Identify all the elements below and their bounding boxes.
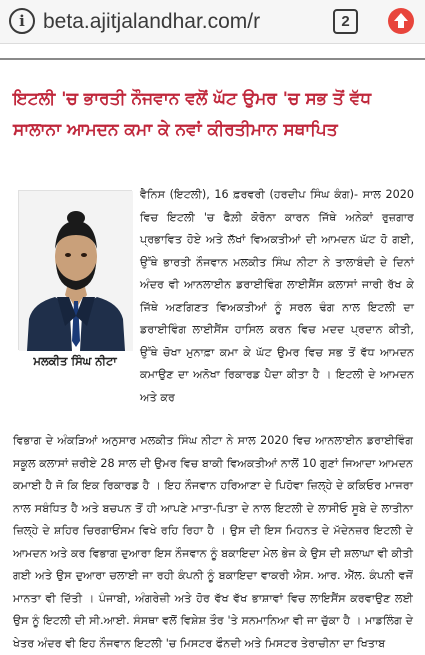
update-arrow-icon[interactable] xyxy=(388,8,414,34)
url-bar[interactable]: beta.ajitjalandhar.com/r xyxy=(43,10,261,33)
top-divider xyxy=(0,58,425,60)
article-headline: ਇਟਲੀ 'ਚ ਭਾਰਤੀ ਨੌਜਵਾਨ ਵਲੋਂ ਘੱਟ ਉਮਰ 'ਚ ਸਭ ਤੋਂ ਵੱਧ ਸਾਲਾਨਾ ਆਮਦਨ ਕਮਾ ਕੇ ਨਵਾਂ ਕੀਰਤੀਮਾਨ ਸਥਾਪਿਤ xyxy=(13,89,372,140)
tab-switcher-button[interactable]: 2 xyxy=(333,9,358,34)
article-body-right-column: ਵੈਨਿਸ (ਇਟਲੀ), 16 ਫ਼ਰਵਰੀ (ਹਰਦੀਪ ਸਿੰਘ ਕੰਗ)- ਸਾਲ 2020 ਵਿਚ ਇਟਲੀ 'ਚ ਫੈਲ਼ੀ ਕੋਰੋਨਾ ਕਾਰਨ ਜਿੱਥੇ ਅਨੇਕਾਂ ਰੁਜ਼ਗਾਰ ਪ੍ਰਭਾਵਿਤ ਹੋਏ ਅਤੇ ਲੱਖਾਂ ਵਿਅਕਤੀਆਂ ਦੀ ਆਮਦਨ ਘੱਟ ਹੋ ਗਈ, ਉੱਥੇ ਭਾਰਤੀ ਨੌਜਵਾਨ ਮਲਕੀਤ ਸਿੰਘ ਨੀਟਾ ਨੇ ਤਾਲਾਬੰਦੀ ਦੇ ਦਿਨਾਂ ਅੰਦਰ ਵੀ ਆਨਲਾਈਨ ਡਰਾਈਵਿੰਗ ਲਾਈਸੈਂਸ ਕਲਾਸਾਂ ਜਾਰੀ ਰੱਖ ਕੇ ਜਿੱਥੇ ਅਣਗਿਣਤ ਵਿਅਕਤੀਆਂ ਨੂੰ ਸਰਲ ਢੰਗ ਨਾਲ ਇਟਲੀ ਦਾ ਡਰਾਈਵਿੰਗ ਲਾਈਸੈਂਸ ਹਾਸਿਲ ਕਰਨ ਵਿਚ ਮਦਦ ਪ੍ਰਦਾਨ ਕੀਤੀ, ਉੱਥੇ ਚੋਖਾ ਮੁਨਾਫ਼ਾ ਕਮਾ ਕੇ ਘੱਟ ਉਮਰ ਵਿਚ ਸਭ ਤੋਂ ਵੱਧ ਆਮਦਨ ਕਮਾਉਣ ਦਾ ਅਨੋਖਾ ਰਿਕਾਰਡ ਪੈਦਾ ਕੀਤਾ ਹੈ । ਇਟਲੀ ਦੇ ਆਮਦਨ ਅਤੇ ਕਰ xyxy=(140,188,414,404)
article-page xyxy=(0,44,425,650)
browser-toolbar xyxy=(0,0,425,44)
article-body-full-width: ਵਿਭਾਗ ਦੇ ਅੰਕੜਿਆਂ ਅਨੁਸਾਰ ਮਲਕੀਤ ਸਿੰਘ ਨੀਟਾ ਨੇ ਸਾਲ 2020 ਵਿਚ ਆਨਲਾਈਨ ਡਰਾਈਵਿੰਗ ਸਕੂਲ ਕਲਾਸਾਂ ਜ਼ਰੀਏ 28 ਸਾਲ ਦੀ ਉਮਰ ਵਿਚ ਬਾਕੀ ਵਿਅਕਤੀਆਂ ਨਾਲੋਂ 10 ਗੁਣਾਂ ਜਿਆਦਾ ਆਮਦਨ ਕਮਾਈ ਹੈ ਜੋ ਕਿ ਇਕ ਰਿਕਾਰਡ ਹੈ । ਇਹ ਨੌਜਵਾਨ ਹਰਿਆਣਾ ਦੇ ਪਿਹੋਵਾ ਜ਼ਿਲ੍ਹੇ ਦੇ ਕਕਿਓਰ ਮਾਜਰਾ ਨਾਲ ਸਬੰਧਿਤ ਹੈ ਅਤੇ ਬਚਪਨ ਤੋਂ ਹੀ ਆਪਣੇ ਮਾਤਾ-ਪਿਤਾ ਦੇ ਨਾਲ ਇਟਲੀ ਦੇ ਲਾਸੀਓ ਸੂਬੇ ਦੇ ਲਾਤੀਨਾ ਜ਼ਿਲ੍ਹੇ ਦੇ ਸ਼ਹਿਰ ਚਿਰਗਾਓਂਸਮ ਵਿਖੇ ਰਹਿ ਰਿਹਾ ਹੈ । ਉਸ ਦੀ ਇਸ ਮਿਹਨਤ ਦੇ ਮੱਦੇਨਜ਼ਰ ਇਟਲੀ ਦੇ ਆਮਦਨ ਅਤੇ ਕਰ ਵਿਭਾਗ ਦੁਆਰਾ ਇਸ ਨੌਜਵਾਨ ਨੂੰ ਬਕਾਇਦਾ ਮੇਲ ਭੇਜ ਕੇ ਉਸ ਦੀ ਸ਼ਲਾਘਾ ਵੀ ਕੀਤੀ ਗਈ ਅਤੇ ਉਸ ਦੁਆਰਾ ਚਲਾਈ ਜਾ ਰਹੀ ਕੰਪਨੀ ਨੂੰ ਬਕਾਇਦਾ ਵਾਕਰੀ ਐਸ. ਆਰ. ਐੱਲ. ਕੰਪਨੀ ਵਜੋਂ ਮਾਨਤਾ ਵੀ ਦਿੱਤੀ । ਪੰਜਾਬੀ, ਅੰਗਰੇਜ਼ੀ ਅਤੇ ਹੋਰ ਵੱਖ ਵੱਖ ਭਾਸ਼ਾਵਾਂ ਵਿਚ ਲਾਇਸੈਂਸ ਕਰਵਾਉਣ ਲਈ ਉਸ ਨੂੰ ਇਟਲੀ ਦੀ ਸੀ.ਆਈ. ਸੰਸਥਾ ਵਲੋਂ ਵਿਸ਼ੇਸ਼ ਤੌਰ 'ਤੇ ਸਨਮਾਨਿਆ ਵੀ ਜਾ ਚੁੱਕਾ ਹੈ । ਮਾਡਲਿੰਗ ਦੇ ਖੇਤਰ ਅੰਦਰ ਵੀ ਇਹ ਨੌਜਵਾਨ ਇਟਲੀ 'ਚ ਮਿਸਟਰ ਫੌਨਦੀ ਅਤੇ ਮਿਸਟਰ ਤੇਰਾਚੀਨਾ ਦਾ ਖਿਤਾਬ xyxy=(13,434,413,650)
info-icon[interactable]: i xyxy=(9,8,35,34)
person-photo xyxy=(18,190,132,350)
photo-caption: ਮਲਕੀਤ ਸਿੰਘ ਨੀਟਾ xyxy=(33,354,117,368)
